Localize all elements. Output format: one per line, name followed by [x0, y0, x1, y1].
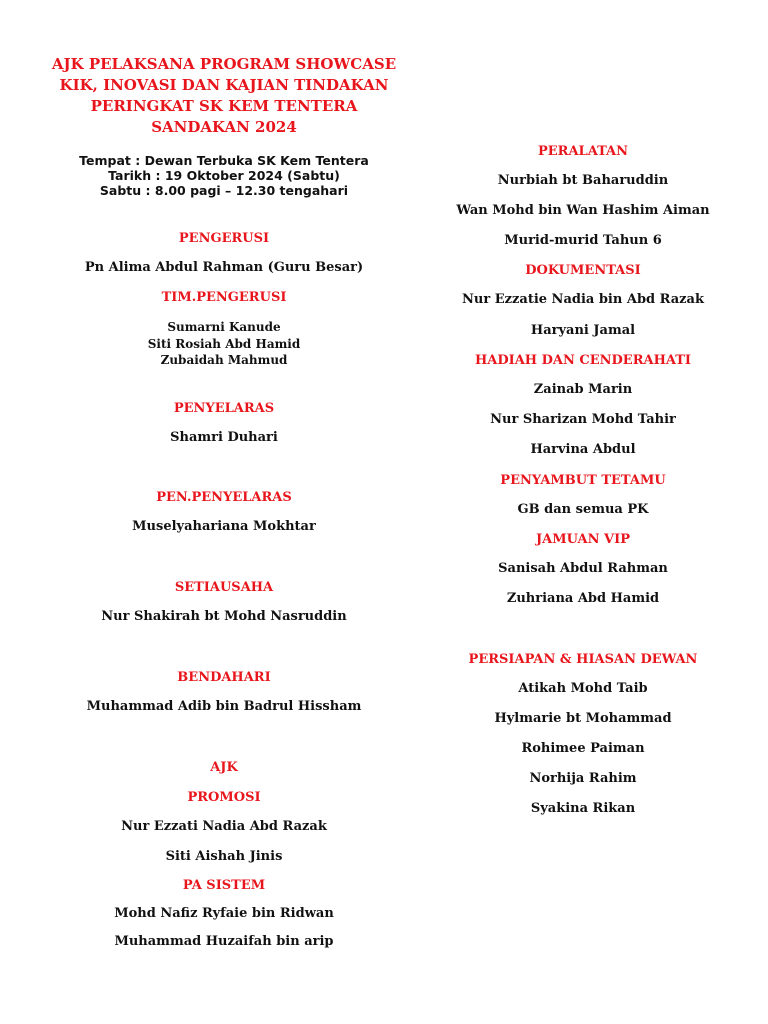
heading-ajk: AJK: [210, 760, 238, 775]
document-title: [48, 54, 400, 138]
date-text: Tarikh : 19 Oktober 2024 (Sabtu): [108, 168, 340, 183]
heading-setiausaha: SETIAUSAHA: [174, 580, 274, 595]
heading-persiapan: PERSIAPAN & HIASAN DEWAN: [468, 652, 698, 667]
name-dokumentasi: Haryani Jamal: [530, 323, 636, 338]
heading-pa-sistem: PA SISTEM: [182, 878, 266, 893]
venue-text: Tempat : Dewan Terbuka SK Kem Tentera: [79, 153, 369, 168]
name-persiapan: Atikah Mohd Taib: [518, 681, 648, 696]
heading-hadiah: HADIAH DAN CENDERAHATI: [474, 353, 691, 368]
heading-promosi: PROMOSI: [187, 790, 261, 805]
name-hadiah: Harvina Abdul: [530, 442, 636, 457]
name-peralatan: Murid-murid Tahun 6: [504, 233, 662, 248]
name-peralatan: Nurbiah bt Baharuddin: [497, 173, 669, 188]
name-hadiah: Nur Sharizan Mohd Tahir: [490, 412, 676, 427]
name-pengerusi: Pn Alima Abdul Rahman (Guru Besar): [84, 260, 364, 275]
title-line: KIK, INOVASI DAN KAJIAN TINDAKAN: [59, 76, 389, 94]
name-pa-sistem: Muhammad Huzaifah bin arip: [114, 934, 334, 949]
name-item: Sumarni Kanude: [167, 320, 281, 334]
name-promosi: Siti Aishah Jinis: [165, 849, 283, 864]
name-penyelaras: Shamri Duhari: [170, 430, 278, 445]
name-persiapan: Norhija Rahim: [529, 771, 637, 786]
name-penyambut-tetamu: GB dan semua PK: [517, 502, 649, 517]
name-persiapan: Rohimee Paiman: [521, 741, 645, 756]
heading-bendahari: BENDAHARI: [177, 670, 271, 685]
names-tim-pengerusi: [48, 319, 400, 369]
name-pen-penyelaras: Muselyahariana Mokhtar: [132, 519, 316, 534]
heading-dokumentasi: DOKUMENTASI: [525, 263, 641, 278]
name-dokumentasi: Nur Ezzatie Nadia bin Abd Razak: [462, 292, 704, 307]
heading-pengerusi: PENGERUSI: [178, 231, 270, 246]
name-pa-sistem: Mohd Nafiz Ryfaie bin Ridwan: [114, 906, 334, 921]
name-bendahari: Muhammad Adib bin Badrul Hissham: [86, 699, 362, 714]
name-setiausaha: Nur Shakirah bt Mohd Nasruddin: [101, 609, 347, 624]
title-line: SANDAKAN 2024: [151, 118, 297, 136]
heading-tim-pengerusi: TIM.PENGERUSI: [161, 290, 287, 305]
name-item: Zubaidah Mahmud: [160, 353, 288, 367]
time-text: Sabtu : 8.00 pagi – 12.30 tengahari: [99, 183, 349, 198]
event-details: [48, 153, 400, 198]
title-line: PERINGKAT SK KEM TENTERA: [90, 97, 358, 115]
name-hadiah: Zainab Marin: [533, 382, 633, 397]
name-jamuan-vip: Zuhriana Abd Hamid: [506, 591, 660, 606]
heading-pen-penyelaras: PEN.PENYELARAS: [156, 490, 292, 505]
heading-jamuan-vip: JAMUAN VIP: [535, 532, 630, 547]
heading-penyambut-tetamu: PENYAMBUT TETAMU: [500, 473, 666, 488]
heading-penyelaras: PENYELARAS: [173, 401, 275, 416]
name-persiapan: Hylmarie bt Mohammad: [494, 711, 672, 726]
name-item: Siti Rosiah Abd Hamid: [147, 336, 301, 351]
name-peralatan: Wan Mohd bin Wan Hashim Aiman: [456, 203, 710, 218]
title-line: AJK PELAKSANA PROGRAM SHOWCASE: [51, 55, 397, 73]
heading-peralatan: PERALATAN: [537, 144, 629, 159]
name-promosi: Nur Ezzati Nadia Abd Razak: [121, 819, 327, 834]
name-jamuan-vip: Sanisah Abdul Rahman: [498, 561, 668, 576]
name-persiapan: Syakina Rikan: [530, 801, 636, 816]
